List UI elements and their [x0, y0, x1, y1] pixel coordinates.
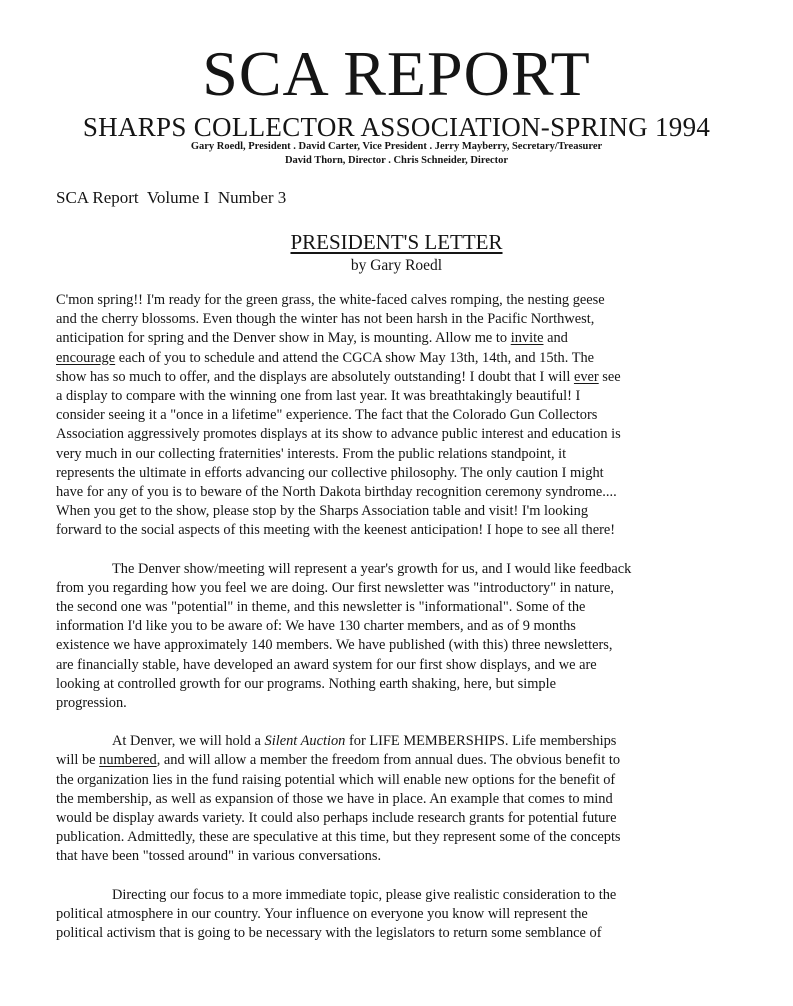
- paragraph-line: [56, 349, 746, 368]
- newsletter-subtitle: SHARPS COLLECTOR ASSOCIATION-SPRING 1994: [82, 112, 711, 142]
- paragraph-line: [56, 847, 746, 866]
- line-text: the organization lies in the fund raising potential which will enable new options for the benefit of: [56, 771, 616, 788]
- paragraph-line: [56, 406, 746, 425]
- line-text: political atmosphere in our country. Your influence on everyone you know will represent the: [56, 905, 588, 922]
- letter-byline: by Gary Roedl: [350, 257, 443, 274]
- volume-label: SCA Report Volume I Number 3: [56, 188, 287, 207]
- paragraph-line: [56, 790, 746, 809]
- line-text: anticipation for spring and the Denver show in May, is mounting. Allow me to: [56, 330, 511, 347]
- paragraph-line: [56, 732, 746, 751]
- line-text: political activism that is going to be necessary with the legislators to return some semblance of: [56, 925, 602, 942]
- paragraph-line: [56, 368, 746, 387]
- paragraph-line: [56, 387, 746, 406]
- paragraph-line: [56, 924, 746, 943]
- paragraph-line: [56, 291, 746, 310]
- line-text: information I'd like you to be aware of: We have 130 charter members, and as of 9 months: [56, 618, 576, 635]
- line-text: are financially stable, have developed an award system for our first show displays, and we are: [56, 656, 597, 673]
- paragraph: [56, 732, 746, 866]
- line-text: existence we have approximately 140 members. We have published (with this) three newsletters,: [56, 637, 613, 654]
- line-text: that have been "tossed around" in various conversations.: [56, 848, 382, 865]
- line-text: very much in our collecting fraternities' interests. From the public relations standpoint, it: [56, 445, 567, 462]
- line-text: a display to compare with the winning one from last year. It was breathtakingly beautiful! I: [56, 388, 581, 405]
- paragraph-line: [56, 483, 746, 502]
- paragraph-line: [56, 464, 746, 483]
- paragraph-line: [56, 521, 746, 540]
- line-text: progression.: [56, 695, 127, 712]
- paragraph-line: [56, 617, 746, 636]
- line-text: consider seeing it a "once in a lifetime" experience. The fact that the Colorado Gun Collectors: [56, 407, 598, 424]
- line-text: looking at controlled growth for our programs. Nothing earth shaking, here, but simple: [56, 675, 556, 692]
- paragraph-line: [56, 828, 746, 847]
- paragraph-line: [56, 502, 746, 521]
- paragraph-line: [56, 579, 746, 598]
- line-text: show has so much to offer, and the displays are absolutely outstanding! I doubt that I will: [56, 368, 574, 385]
- letter-title: PRESIDENT'S LETTER: [290, 230, 503, 254]
- officers-line-2: David Thorn, Director . Chris Schneider, Director: [284, 155, 509, 166]
- line-text-rest: and: [543, 330, 568, 347]
- line-text: would be display awards variety. It could also perhaps include research grants for potential future: [56, 810, 617, 827]
- line-text: When you get to the show, please stop by the Sharps Association table and visit! I'm looking: [56, 503, 589, 520]
- paragraph-line: [56, 694, 746, 713]
- paragraph-line: [56, 771, 746, 790]
- line-text: represents the ultimate in efforts advancing our collective philosophy. The only caution I might: [56, 464, 604, 481]
- underlined-word: ever: [573, 368, 599, 385]
- line-text: C'mon spring!! I'm ready for the green grass, the white-faced calves romping, the nesting geese: [56, 292, 605, 308]
- italic-phrase: Silent Auction: [264, 733, 346, 750]
- paragraph-line: [56, 560, 746, 579]
- paragraph-line: [56, 675, 746, 694]
- paragraph: [56, 291, 746, 541]
- paragraph: [56, 886, 746, 944]
- line-text-rest: for LIFE MEMBERSHIPS. Life memberships: [345, 733, 617, 750]
- paragraph-line: [56, 445, 746, 464]
- newsletter-title: SCA REPORT: [202, 38, 591, 109]
- line-text: publication. Admittedly, these are speculative at this time, but they represent some of the concepts: [56, 829, 621, 846]
- paragraph-line: [56, 310, 746, 329]
- paragraph-line: [56, 905, 746, 924]
- line-text: the second one was "potential" in theme, and this newsletter is "informational". Some of the: [56, 599, 586, 616]
- paragraph-line: [56, 656, 746, 675]
- line-text: forward to the social aspects of this meeting with the keenest anticipation! I hope to see all there!: [56, 522, 616, 539]
- officers-line-1: Gary Roedl, President . David Carter, Vice President . Jerry Mayberry, Secretary/Treasurer: [190, 141, 603, 152]
- underlined-word: invite: [510, 330, 544, 347]
- line-text: The Denver show/meeting will represent a year's growth for us, and I would like feedback: [112, 560, 632, 577]
- line-text: will be: [56, 752, 100, 769]
- paragraph-line: [56, 636, 746, 655]
- line-text-rest: see: [598, 368, 621, 385]
- line-text: have for any of you is to beware of the North Dakota birthday recognition ceremony syndrome....: [56, 484, 617, 501]
- line-text: and the cherry blossoms. Even though the winter has not been harsh in the Pacific Northwest,: [56, 311, 595, 328]
- paragraph: [56, 560, 746, 714]
- line-text: from you regarding how you feel we are doing. Our first newsletter was "introductory" in nature,: [56, 579, 615, 596]
- line-text: the membership, as well as expansion of those we have in place. An example that comes to mind: [56, 790, 613, 807]
- line-text: Association aggressively promotes displays at its show to advance public interest and education is: [56, 426, 621, 443]
- underlined-word: numbered: [99, 752, 157, 769]
- underlined-word: encourage: [56, 349, 116, 366]
- line-text-rest: each of you to schedule and attend the CGCA show May 13th, 14th, and 15th. The: [115, 349, 595, 366]
- paragraph-line: [56, 751, 746, 770]
- line-text: Directing our focus to a more immediate topic, please give realistic consideration to the: [112, 886, 617, 903]
- paragraph-line: [56, 598, 746, 617]
- line-text: At Denver, we will hold a: [112, 733, 265, 750]
- letter-body: [56, 291, 746, 962]
- paragraph-line: [56, 886, 746, 905]
- paragraph-line: [56, 425, 746, 444]
- line-text-rest: , and will allow a member the freedom from annual dues. The obvious benefit to: [156, 752, 621, 769]
- paragraph-line: [56, 329, 746, 348]
- paragraph-line: [56, 809, 746, 828]
